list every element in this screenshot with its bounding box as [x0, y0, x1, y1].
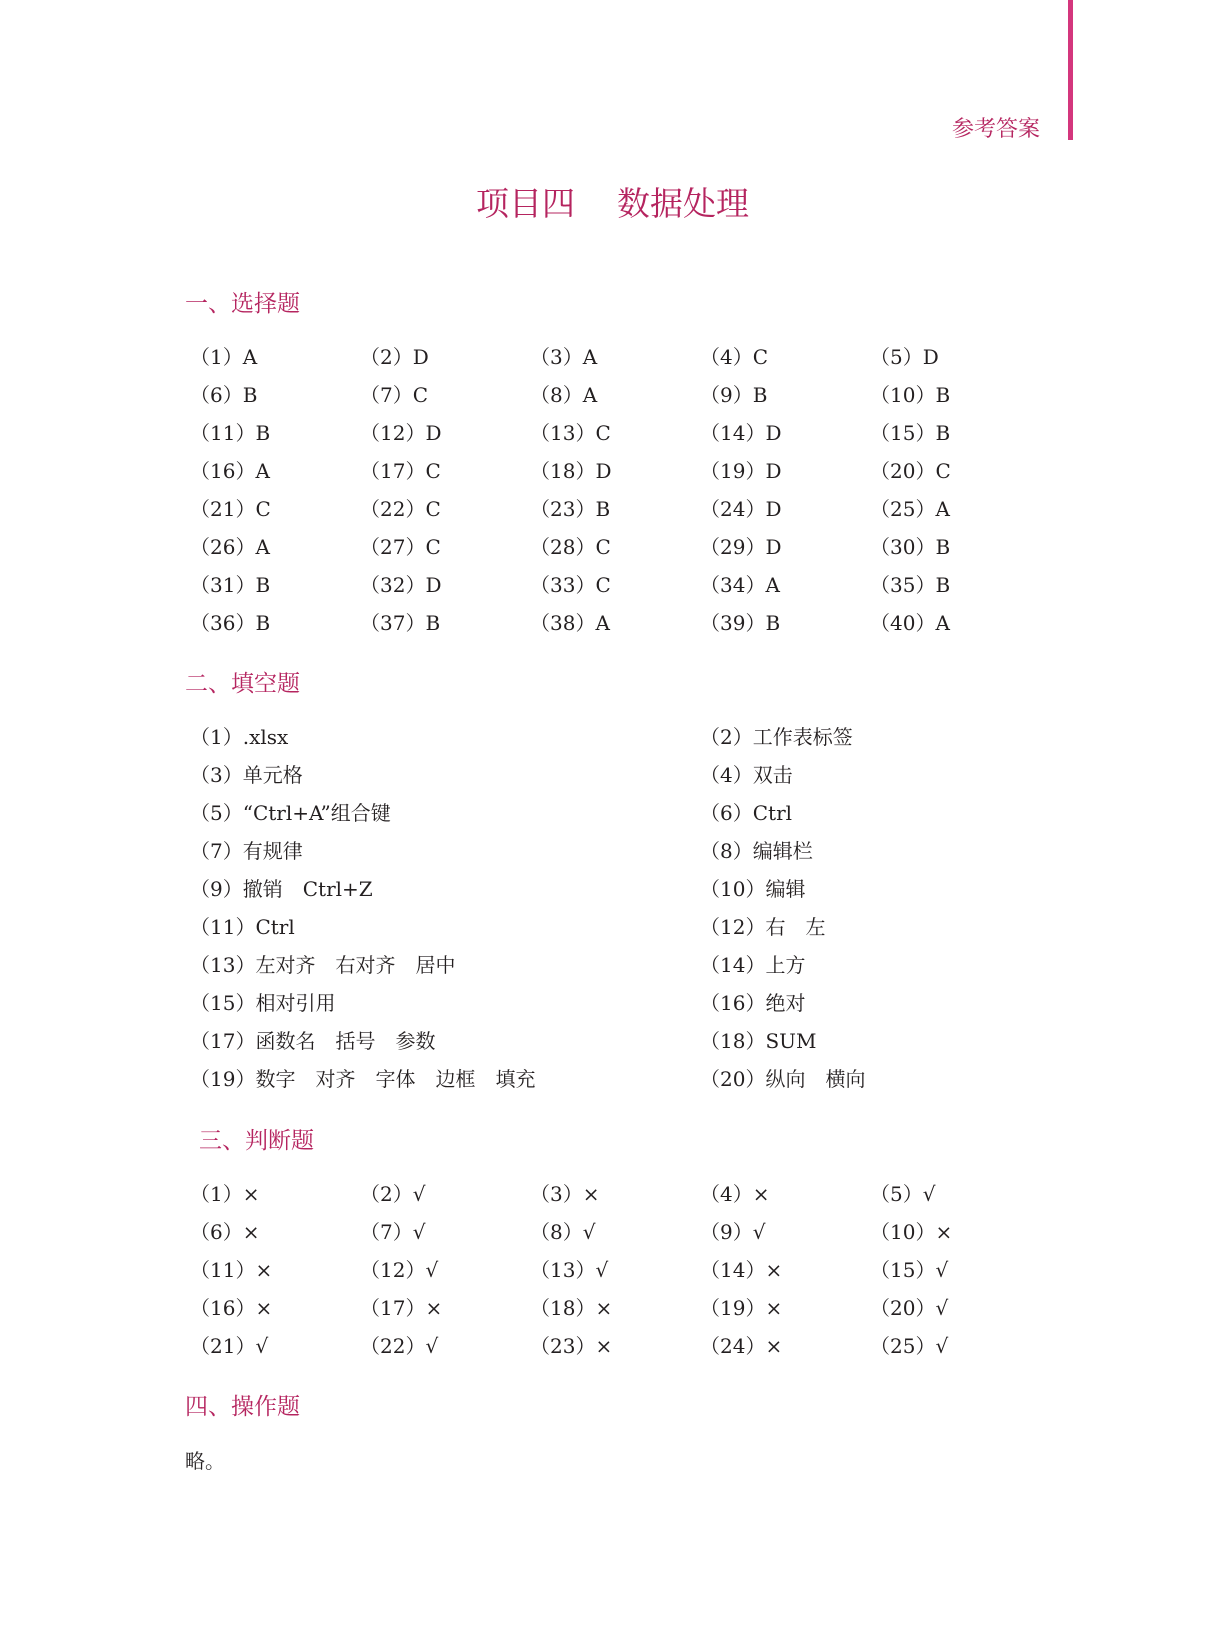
answer-item: （4）双击 — [700, 763, 793, 787]
answer-item: （11）B — [190, 421, 271, 445]
answer-item: （24）D — [700, 497, 782, 521]
answer-item: （5）“Ctrl+A”组合键 — [190, 801, 391, 825]
answer-item: （16）× — [190, 1296, 273, 1320]
answer-item: （8）A — [530, 383, 598, 407]
fill-answer-grid — [190, 718, 1040, 1098]
answer-item: （36）B — [190, 611, 271, 635]
answer-item: （25）A — [870, 497, 950, 521]
answer-item: （40）A — [870, 611, 950, 635]
answer-item: （25）√ — [870, 1334, 949, 1358]
answer-item: （13）C — [530, 421, 611, 445]
answer-item: （2）D — [360, 345, 429, 369]
answer-item: （37）B — [360, 611, 441, 635]
choice-answer-grid — [190, 338, 1040, 642]
answer-item: （14）D — [700, 421, 782, 445]
answer-item: （11）× — [190, 1258, 273, 1282]
answer-item: （4）C — [700, 345, 769, 369]
answer-item: （7）有规律 — [190, 839, 303, 863]
answer-item: （15）相对引用 — [190, 991, 336, 1015]
answer-item: （24）× — [700, 1334, 783, 1358]
answer-item: （1）.xlsx — [190, 725, 289, 749]
header-label: 参考答案 — [951, 117, 1040, 142]
answer-item: （2）√ — [360, 1182, 426, 1206]
answer-item: （32）D — [360, 573, 442, 597]
section-heading-choice: 一、选择题 — [185, 291, 300, 317]
answer-item: （27）C — [360, 535, 441, 559]
answer-item: （6）B — [190, 383, 258, 407]
section-heading-operation: 四、操作题 — [185, 1394, 300, 1420]
answer-item: （21）√ — [190, 1334, 269, 1358]
answer-item: （19）× — [700, 1296, 783, 1320]
answer-item: （13）左对齐 右对齐 居中 — [190, 953, 456, 977]
answer-item: （19）D — [700, 459, 782, 483]
answer-item: （12）D — [360, 421, 442, 445]
answer-item: （14）上方 — [700, 953, 806, 977]
answer-item: （21）C — [190, 497, 271, 521]
answer-item: （16）A — [190, 459, 270, 483]
answer-item: （8）编辑栏 — [700, 839, 813, 863]
section-heading-fill: 二、填空题 — [185, 671, 300, 697]
answer-item: （1）A — [190, 345, 258, 369]
operation-answer-text: 略。 — [185, 1449, 225, 1473]
answer-item: （22）√ — [360, 1334, 439, 1358]
answer-item: （15）B — [870, 421, 951, 445]
answer-item: （3）A — [530, 345, 598, 369]
answer-item: （26）A — [190, 535, 270, 559]
answer-item: （20）√ — [870, 1296, 949, 1320]
page-title-gap — [575, 184, 617, 223]
answer-item: （13）√ — [530, 1258, 609, 1282]
answer-item: （7）√ — [360, 1220, 426, 1244]
answer-item: （2）工作表标签 — [700, 725, 853, 749]
answer-item: （3）× — [530, 1182, 600, 1206]
page-title — [0, 178, 1225, 225]
answer-item: （9）√ — [700, 1220, 766, 1244]
judge-answer-grid — [190, 1175, 1040, 1365]
answer-item: （10）× — [870, 1220, 953, 1244]
answer-item: （22）C — [360, 497, 441, 521]
answer-item: （19）数字 对齐 字体 边框 填充 — [190, 1067, 536, 1091]
answer-item: （12）√ — [360, 1258, 439, 1282]
answer-item: （23）B — [530, 497, 611, 521]
answer-item: （17）函数名 括号 参数 — [190, 1029, 436, 1053]
answer-item: （8）√ — [530, 1220, 596, 1244]
answer-item: （9）撤销 Ctrl+Z — [190, 877, 373, 901]
answer-item: （29）D — [700, 535, 782, 559]
answer-item: （20）C — [870, 459, 951, 483]
answer-item: （17）C — [360, 459, 441, 483]
answer-item: （11）Ctrl — [190, 915, 295, 939]
answer-item: （31）B — [190, 573, 271, 597]
answer-item: （18）SUM — [700, 1029, 817, 1053]
answer-item: （38）A — [530, 611, 610, 635]
answer-item: （34）A — [700, 573, 780, 597]
answer-item: （33）C — [530, 573, 611, 597]
answer-item: （16）绝对 — [700, 991, 806, 1015]
answer-item: （39）B — [700, 611, 781, 635]
answer-item: （23）× — [530, 1334, 613, 1358]
answer-item: （4）× — [700, 1182, 770, 1206]
answer-item: （5）D — [870, 345, 939, 369]
answer-item: （9）B — [700, 383, 768, 407]
answer-item: （17）× — [360, 1296, 443, 1320]
page-title-part1: 项目四 — [476, 184, 576, 223]
answer-item: （3）单元格 — [190, 763, 303, 787]
page-title-part2: 数据处理 — [616, 184, 749, 223]
answer-item: （7）C — [360, 383, 429, 407]
answer-item: （30）B — [870, 535, 951, 559]
answer-item: （28）C — [530, 535, 611, 559]
answer-item: （15）√ — [870, 1258, 949, 1282]
answer-item: （35）B — [870, 573, 951, 597]
answer-item: （10）B — [870, 383, 951, 407]
answer-item: （1）× — [190, 1182, 260, 1206]
answer-item: （6）Ctrl — [700, 801, 793, 825]
answer-item: （5）√ — [870, 1182, 936, 1206]
answer-item: （12）右 左 — [700, 915, 826, 939]
answer-item: （14）× — [700, 1258, 783, 1282]
answer-item: （6）× — [190, 1220, 260, 1244]
answer-item: （18）D — [530, 459, 612, 483]
header-accent-bar — [1068, 0, 1073, 140]
answer-item: （20）纵向 横向 — [700, 1067, 866, 1091]
answer-item: （18）× — [530, 1296, 613, 1320]
section-heading-judge: 三、判断题 — [199, 1128, 314, 1154]
answer-item: （10）编辑 — [700, 877, 806, 901]
